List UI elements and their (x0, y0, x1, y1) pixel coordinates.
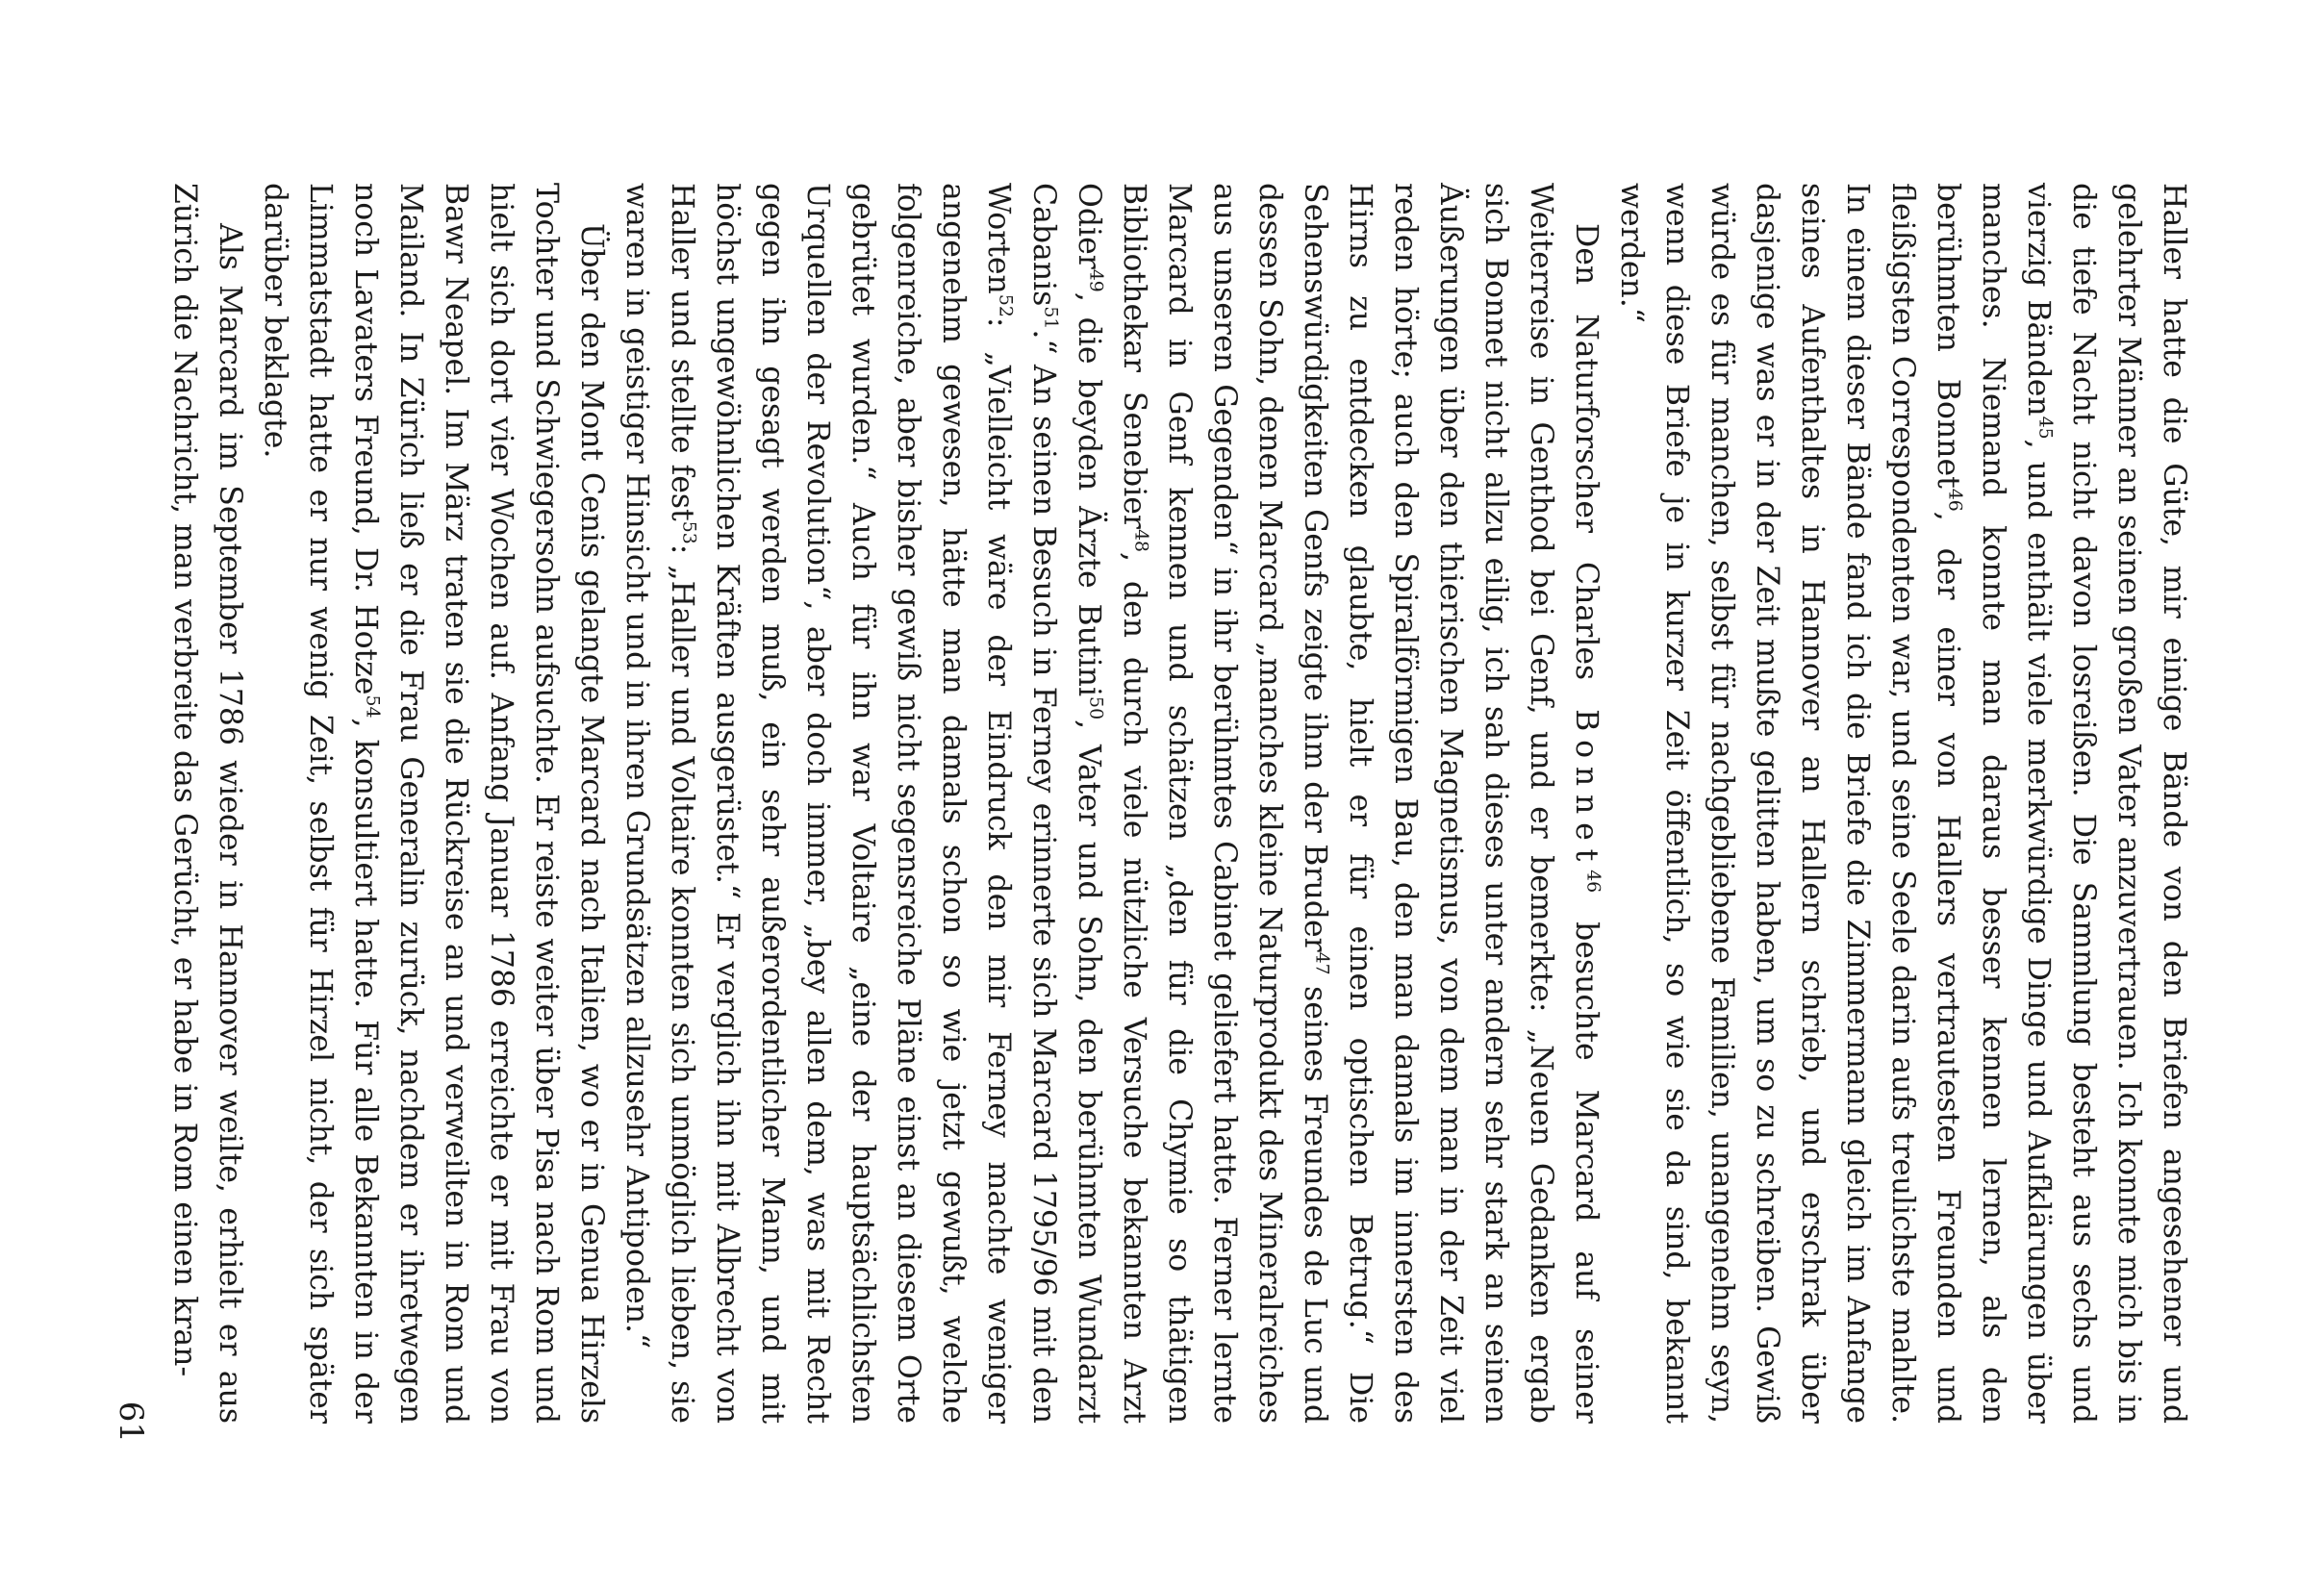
paragraph (162, 183, 252, 1424)
text-run: : „Vielleicht wäre der Eindruck den mir Ferney machte weniger angenehm gewesen, hätte man damals schon so wie jetzt gewußt, welche folgenreiche, aber bisher gewiß nicht segensreiche Pläne einst an diesem Orte gebrütet wurden.“ Auch für ihn war Voltaire „eine der hauptsächlichsten Urquellen der Revolution“, aber doch immer, „bey allen dem, was mit Recht gegen ihn gesagt werden muß, ein sehr außerordentlicher Mann, und mit höchst ungewöhnlichen Kräften ausgerüstet.“ Er verglich ihn mit Albrecht von Haller und stellte fest (665, 183, 1016, 1424)
footnote-marker: 51 (1040, 306, 1062, 330)
text-run: .“ An seinen Besuch in Ferney erinnerte sich Marcard 1795/96 mit den Worten (981, 183, 1061, 1424)
text-run: Haller hatte die Güte, mir einige Bände von den Briefen angesehener und gelehrter Männer an seinen großen Vater anzuvertrauen. Ich konnte mich bis in die tiefe Nacht nicht davon losreißen. Die Sammlung besteht aus sechs und vierzig Bänden (2021, 183, 2191, 1424)
text-run: Als Marcard im September 1786 wieder in Hannover weilte, erhielt er aus Zürich die Nachricht, man verbreite das Gerücht, er habe in Rom einen kran- (167, 183, 247, 1424)
footnote-marker: 46 (1582, 870, 1604, 894)
text-run: Über den Mont Cenis gelangte Marcard nach Italien, wo er in Genua Hirzels Tochter und Schwiegersohn aufsuchte. Er reiste weiter über Pisa nach Rom und hielt sich dort vier Wochen auf. Anfang Januar 1786 erreichte er mit Frau von Bawr Neapel. Im März traten sie die Rückreise an und verweilten in Rom und Mailand. In Zürich ließ er die Frau Generalin zurück, nachdem er ihretwegen noch Lavaters Freund, Dr. Hotze (348, 183, 609, 1424)
emphasized-name: Bonnet (1569, 709, 1604, 871)
footnote-marker: 53 (678, 520, 700, 544)
page-number: 61 (112, 1401, 150, 1443)
text-run: seines Freundes de Luc und dessen Sohn, denen Marcard „manches kleine Naturprodukt des Mineralreiches aus unseren Gegenden“ in ihr berühmtes Cabinet geliefert hatte. Ferner lernte Marcard in Genf kennen und schätzen „den für die Chymie so thätigen Bibliothekar Senebier (1117, 183, 1332, 1424)
paragraph (614, 183, 1608, 1424)
footnote-marker: 45 (2034, 416, 2057, 440)
text-run: , konsultiert hatte. Für alle Bekannten in der Limmatstadt hatte er nur wenig Zeit, selbst für Hirzel nicht, der sich später darüber beklagte. (258, 183, 383, 1424)
text-run: , Vater und Sohn, den berühmten Wundarzt Cabanis (1026, 183, 1106, 1424)
footnote-marker: 47 (1311, 951, 1333, 975)
footnote-marker: 54 (362, 694, 384, 719)
footnote-marker: 48 (1130, 528, 1152, 553)
text-run: , die beyden Ärzte Butini (1072, 291, 1106, 697)
footnote-marker: 46 (1944, 488, 1966, 512)
body-text (162, 183, 2196, 1424)
text-run: , und enthält viele merkwürdige Dinge und Aufklärungen über manches. Niemand konnte man daraus besser kennen lernen, als den berühmten Bonnet (1931, 183, 2056, 1424)
text-run: Den Naturforscher Charles (1569, 223, 1604, 710)
text-run: , der einer von Hallers vertrautesten Freunden und fleißigsten Correspondenten war, und seine Seele darin aufs treulichste mahlte. In einem dieser Bände fand ich die Briefe die Zimmermann gleich im Anfange seines Aufenthaltes in Hannover an Hallern schrieb, und erschrak über dasjenige was er in der Zeit mußte gelitten haben, um so zu schreiben. Gewiß würde es für manchen, selbst für nachgebliebene Familien, unangenehm seyn, wenn diese Briefe je in kurzer Zeit öffentlich, so wie sie da sind, bekannt werden.“ (1614, 183, 1965, 1424)
paragraph (252, 183, 614, 1424)
text-run: besuchte Marcard auf seiner Weiterreise in Genthod bei Genf, und er bemerkte: „Neuen Gedanken ergab sich Bonnet nicht allzu eilig, ich sah dieses unter andern sehr stark an seinen Äußerungen über den thierischen Magnetismus, von dem man in der Zeit viel reden hörte; auch den Spiralförmigen Bau, den man damals im innersten des Hirns zu entdecken glaubte, hielt er für einen optischen Betrug.“ Die Sehenswürdigkeiten Genfs zeigte ihm der Bruder (1298, 183, 1604, 1424)
footnote-marker: 52 (995, 293, 1017, 317)
text-run: , den durch viele nützliche Versuche bekannten Arzt Odier (1072, 183, 1151, 1424)
footnote-marker: 50 (1085, 696, 1107, 720)
text-run: : „Haller und Voltaire konnten sich unmöglich lieben, sie waren in geistiger Hinsicht und in ihren Grundsätzen allzusehr Antipoden.“ (619, 183, 699, 1425)
footnote-marker: 49 (1085, 268, 1107, 292)
paragraph (1608, 183, 2196, 1424)
